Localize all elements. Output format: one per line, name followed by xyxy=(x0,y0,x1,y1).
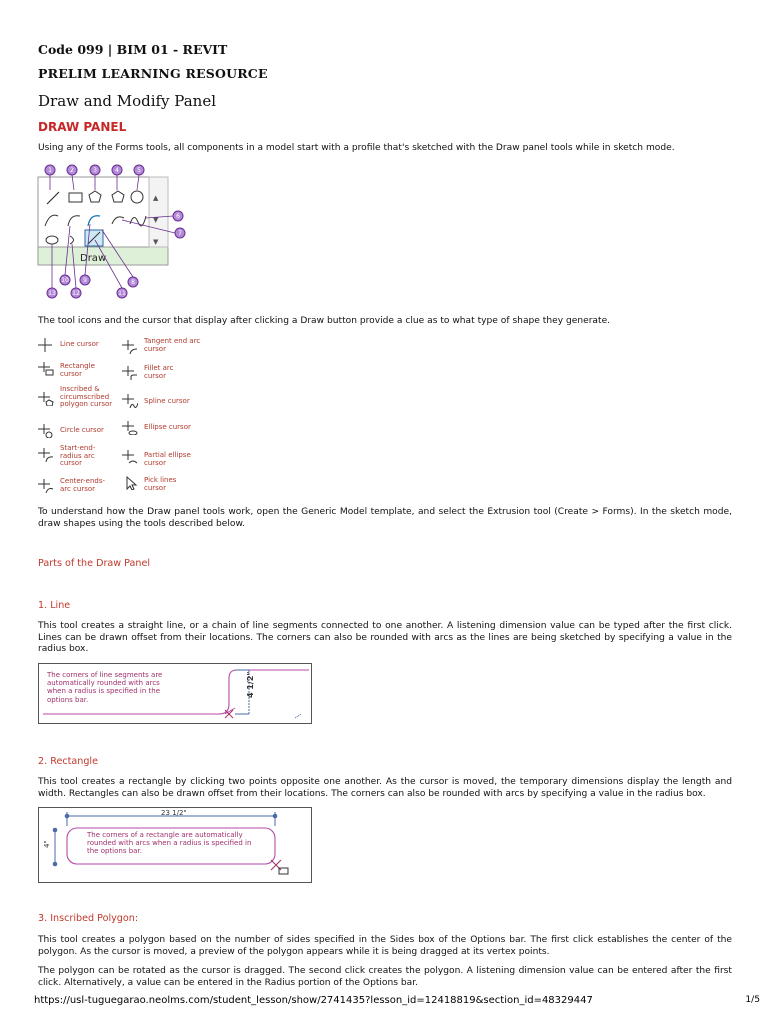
footer-url: https://usl-tuguegarao.neolms.com/student_lesson/show/2741435?lesson_id=12418819&section_id=48329447 xyxy=(34,995,593,1006)
svg-text:9: 9 xyxy=(83,277,87,284)
pick-lines-cursor-icon xyxy=(122,476,138,490)
cursor-label: Partial ellipse cursor xyxy=(144,451,191,467)
cursor-label: Pick lines cursor xyxy=(144,476,177,492)
page-number: 1/5 xyxy=(745,995,760,1005)
page-title: Draw and Modify Panel xyxy=(38,92,217,110)
rectangle-cursor-icon xyxy=(38,362,54,376)
svg-text:1: 1 xyxy=(48,167,52,174)
parts-heading: Parts of the Draw Panel xyxy=(38,558,151,569)
svg-text:6: 6 xyxy=(176,213,180,220)
cursor-label: Start-end-radius arc cursor xyxy=(60,444,96,468)
line-heading: 1. Line xyxy=(38,600,71,611)
cursor-label: Spline cursor xyxy=(144,397,190,405)
svg-text:5: 5 xyxy=(137,167,141,174)
center-ends-arc-cursor-icon xyxy=(38,479,54,493)
intro-paragraph: Using any of the Forms tools, all components in a model start with a profile that's sketched with the Draw panel tools while in sketch mode. xyxy=(38,143,675,153)
svg-text:3: 3 xyxy=(93,167,97,174)
svg-text:4: 4 xyxy=(115,167,119,174)
circle-cursor-icon xyxy=(38,424,54,438)
understand-paragraph: To understand how the Draw panel tools work, open the Generic Model template, and select the Extrusion tool (Create > Forms). In the sketch mode, draw shapes using the tools described below. xyxy=(38,507,732,529)
resource-title: PRELIM LEARNING RESOURCE xyxy=(38,66,268,81)
cursor-label: Tangent end arc cursor xyxy=(144,337,201,353)
rectangle-note: The corners of a rectangle are automatically rounded with arcs when a radius is specified in the options bar. xyxy=(87,831,252,856)
cursor-label: Ellipse cursor xyxy=(144,423,191,431)
svg-text:▼: ▼ xyxy=(153,238,159,246)
panel-label: Draw xyxy=(80,253,107,264)
line-figure xyxy=(38,663,312,724)
cursor-label: Center-ends-arc cursor xyxy=(60,477,105,493)
line-paragraph: This tool creates a straight line, or a chain of line segments connected to one another. A listening dimension value can be typed after the first click. Lines can be drawn offset from their locations. The corners can also be rounded with arcs as the lines are being sketched by specifying a value in the radius box. xyxy=(38,621,732,655)
course-title: Code 099 | BIM 01 - REVIT xyxy=(38,42,228,57)
line-dimension: 4 1/2" xyxy=(246,671,255,698)
svg-text:8: 8 xyxy=(131,279,135,286)
svg-text:12: 12 xyxy=(72,290,80,297)
rect-width-dimension: 23 1/2" xyxy=(161,809,187,817)
tangent-arc-cursor-icon xyxy=(122,340,138,354)
cursor-label: Inscribed & circumscribed polygon cursor xyxy=(60,385,113,409)
panel-callouts xyxy=(30,160,200,300)
rect-heading: 2. Rectangle xyxy=(38,756,98,767)
svg-text:11: 11 xyxy=(118,290,126,297)
cursor-legend xyxy=(38,336,208,496)
svg-text:▼: ▼ xyxy=(153,216,159,224)
svg-text:▲: ▲ xyxy=(153,194,159,202)
partial-ellipse-cursor-icon xyxy=(122,450,138,464)
svg-text:10: 10 xyxy=(61,277,69,284)
cursor-label: Circle cursor xyxy=(60,426,104,434)
cursor-label: Rectangle cursor xyxy=(60,362,95,378)
polygon-cursor-icon xyxy=(38,392,54,406)
rectangle-figure xyxy=(38,807,312,883)
draw-panel-figure xyxy=(30,160,200,300)
line-note: The corners of line segments are automatically rounded with arcs when a radius is specified in the options bar. xyxy=(47,671,163,704)
line-cursor-icon xyxy=(38,338,54,352)
polygon-paragraph-2: The polygon can be rotated as the cursor is dragged. The second click creates the polygon. A listening dimension value can be entered after the first click. Alternatively, a value can be entered in the Radius portion of the Options bar. xyxy=(38,966,732,988)
polygon-heading: 3. Inscribed Polygon: xyxy=(38,913,139,924)
cursor-label: Fillet arc cursor xyxy=(144,364,174,380)
polygon-paragraph-1: This tool creates a polygon based on the number of sides specified in the Sides box of the Options bar. The first click establishes the center of the polygon. As the cursor is moved, a preview of the polygon appears while it is being dragged at its vertex points. xyxy=(38,935,732,957)
start-end-arc-cursor-icon xyxy=(38,448,54,462)
cursor-paragraph: The tool icons and the cursor that display after clicking a Draw button provide a clue as to what type of shape they generate. xyxy=(38,316,611,326)
svg-text:7: 7 xyxy=(178,230,182,237)
rect-paragraph: This tool creates a rectangle by clicking two points opposite one another. As the cursor is moved, the temporary dimensions display the length and width. Rectangles can also be drawn offset from their locations. The corners can also be rounded with arcs by specifying a value in the radius box. xyxy=(38,777,732,799)
section-title: DRAW PANEL xyxy=(38,120,127,134)
ellipse-cursor-icon xyxy=(122,421,138,435)
svg-text:2: 2 xyxy=(70,167,74,174)
spline-cursor-icon xyxy=(122,394,138,408)
rect-height-dimension: 4" xyxy=(43,840,51,848)
fillet-arc-cursor-icon xyxy=(122,366,138,380)
svg-text:13: 13 xyxy=(48,290,56,297)
cursor-label: Line cursor xyxy=(60,340,99,348)
